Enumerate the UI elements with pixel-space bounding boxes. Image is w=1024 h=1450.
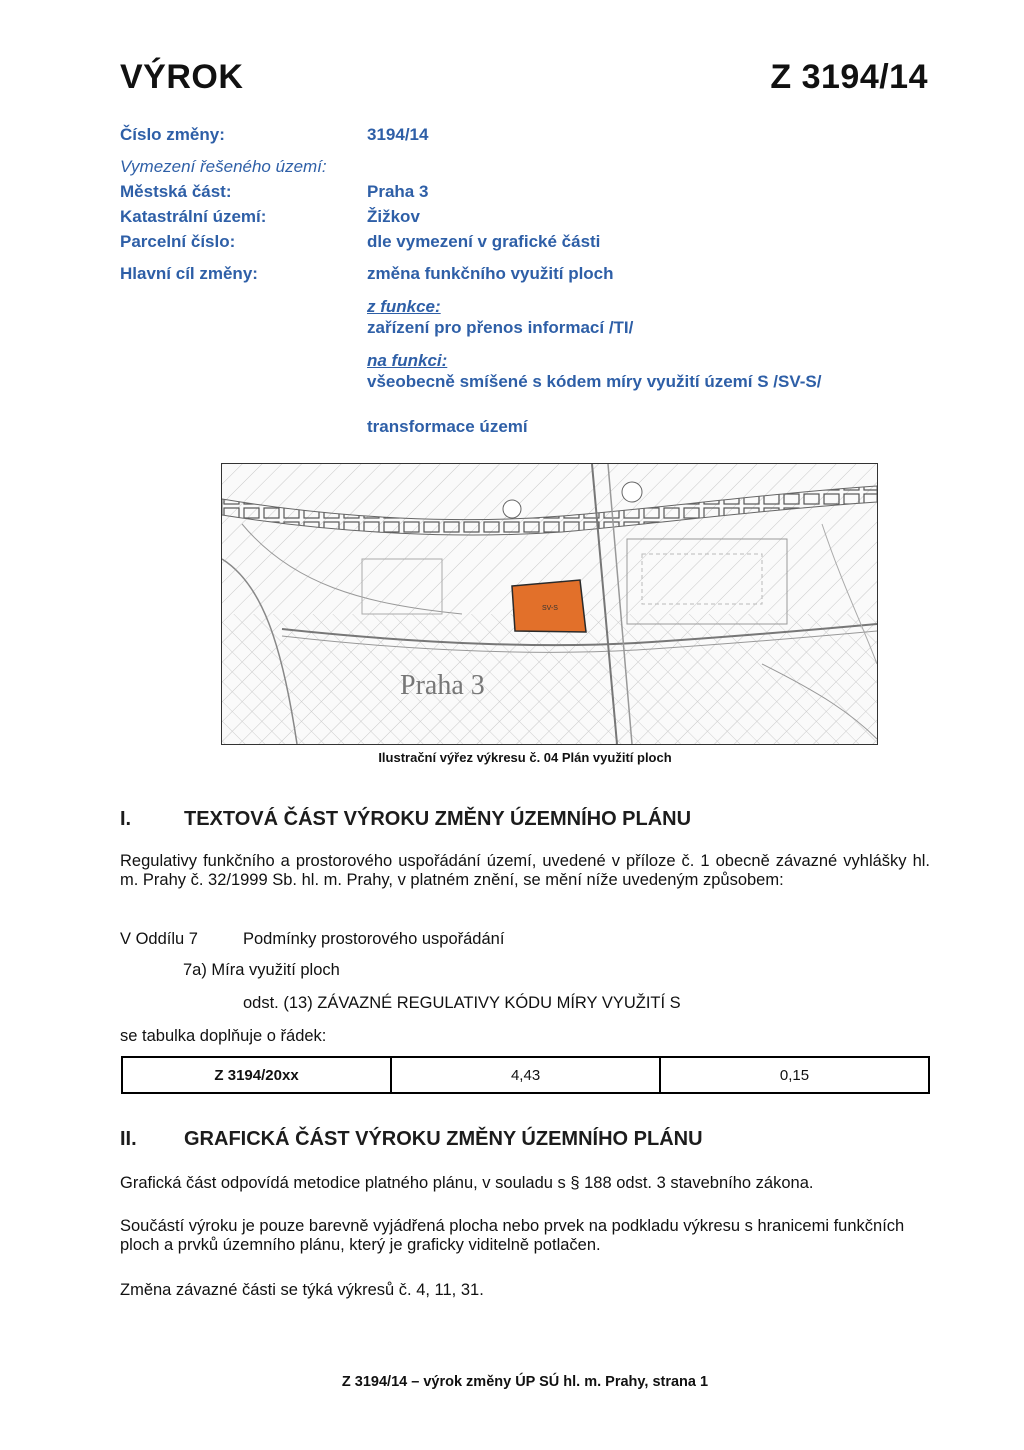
na-funkci-value: všeobecně smíšené s kódem míry využití území S /SV-S/ [367, 372, 822, 391]
katastr-value: Žižkov [367, 207, 420, 226]
page-footer: Z 3194/14 – výrok změny ÚP SÚ hl. m. Prahy, strana 1 [341, 1374, 709, 1390]
odst: odst. (13) ZÁVAZNÉ REGULATIVY KÓDU MÍRY VYUŽITÍ S [243, 994, 681, 1012]
regulativ-table [121, 1056, 930, 1094]
section1-title: TEXTOVÁ ČÁST VÝROKU ZMĚNY ÚZEMNÍHO PLÁNU [184, 808, 692, 830]
area-label: Praha 3 [400, 670, 485, 701]
map-drawing [222, 464, 877, 744]
document-title: VÝROK [120, 58, 244, 96]
z-funkce-value: zařízení pro přenos informací /TI/ [367, 318, 634, 337]
table-cell: 4,43 [391, 1057, 660, 1093]
table-cell: 0,15 [660, 1057, 929, 1093]
parcel-label: SV-S [542, 605, 558, 612]
section2-title: GRAFICKÁ ČÁST VÝROKU ZMĚNY ÚZEMNÍHO PLÁNU [184, 1128, 703, 1150]
table-cell: Z 3194/20xx [122, 1057, 391, 1093]
section2-p2: Součástí výroku je pouze barevně vyjádřená plocha nebo prvek na podkladu výkresu s hranicemi funkčních ploch a prvků územního plánu, který je graficky viditelně potlačen. [120, 1217, 905, 1254]
oddil-value: Podmínky prostorového uspořádání [243, 930, 505, 948]
mestska-value: Praha 3 [367, 182, 429, 201]
parcel-label: Parcelní číslo: [120, 232, 236, 251]
na-funkci-label: na funkci: [367, 351, 448, 370]
section2-number: II. [120, 1128, 137, 1150]
section1-number: I. [120, 808, 132, 830]
z-funkce-label: z funkce: [367, 297, 441, 316]
cislo-value: 3194/14 [367, 125, 429, 144]
section2-p1: Grafická část odpovídá metodice platného plánu, v souladu s § 188 odst. 3 stavebního zákona. [120, 1174, 814, 1192]
katastr-label: Katastrální území: [120, 207, 267, 226]
cislo-label: Číslo změny: [120, 125, 225, 144]
oddil-label: V Oddílu 7 [120, 930, 198, 948]
section2-p3: Změna závazné části se týká výkresů č. 4, 11, 31. [120, 1281, 484, 1299]
table-row [122, 1057, 929, 1093]
vymezeni-label: Vymezení řešeného území: [120, 157, 327, 176]
map-excerpt [221, 463, 878, 745]
change-code: Z 3194/14 [770, 58, 928, 96]
cil-value: změna funkčního využití ploch [367, 264, 614, 283]
cil-label: Hlavní cíl změny: [120, 264, 258, 283]
tabulka-note: se tabulka doplňuje o řádek: [120, 1027, 327, 1045]
parcel-value: dle vymezení v grafické části [367, 232, 601, 251]
mestska-label: Městská část: [120, 182, 232, 201]
sub-a: 7a) Míra využití ploch [183, 961, 340, 979]
transformace: transformace území [367, 417, 528, 436]
section1-intro: Regulativy funkčního a prostorového uspořádání území, uvedené v příloze č. 1 obecně závazné vyhlášky hl. m. Prahy č. 32/1999 Sb. hl. m. Prahy, v platném znění, se mění níže uvedeným způsobem: [120, 852, 930, 889]
map-caption: Ilustrační výřez výkresu č. 04 Plán využití ploch [378, 750, 672, 765]
